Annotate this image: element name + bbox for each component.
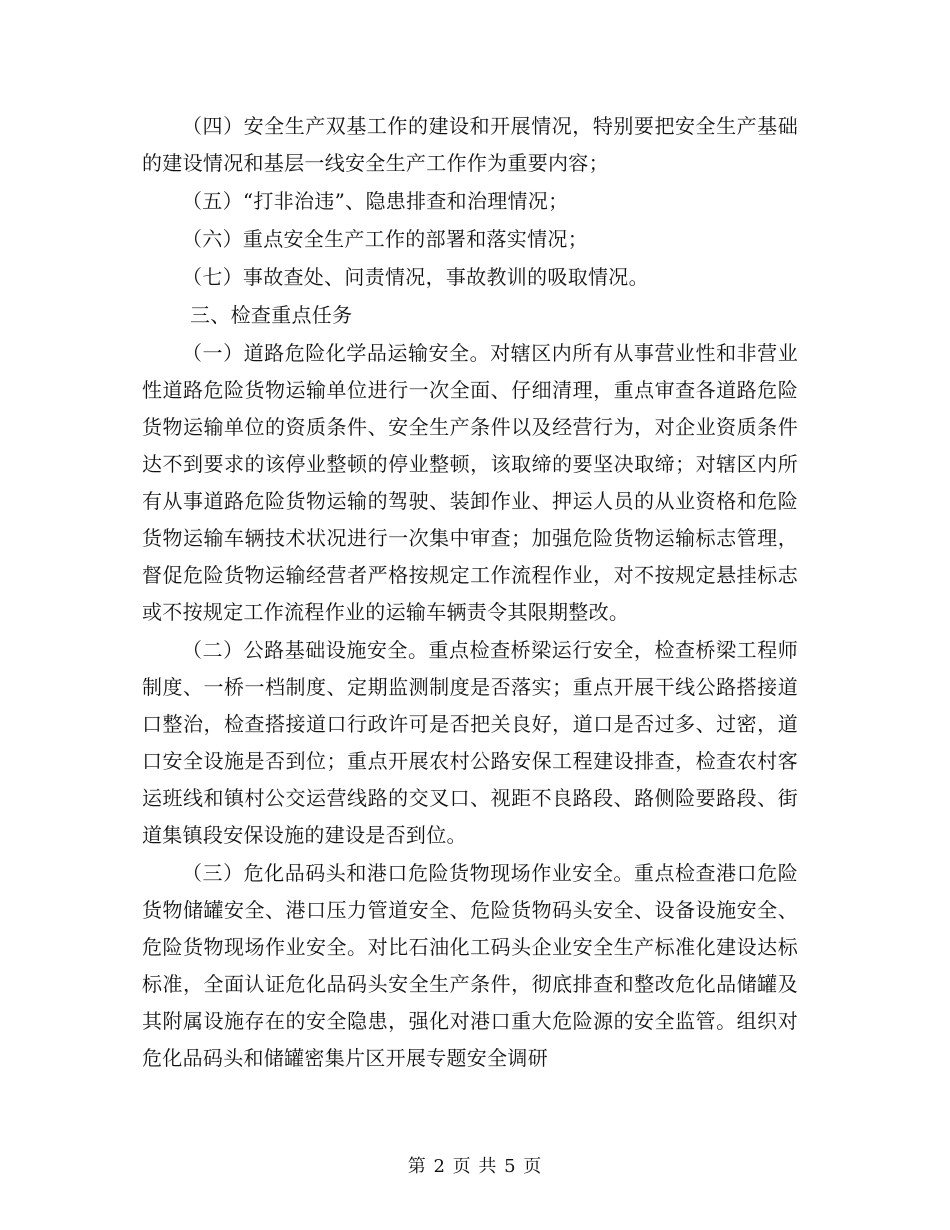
document-body — [142, 108, 798, 1078]
paragraph-item-5: （五）“打非治违”、隐患排查和治理情况； — [182, 189, 569, 213]
task-paragraph-2: （二）公路基础设施安全。重点检查桥梁运行安全，检查桥梁工程师制度、一桥一档制度、定期监测制度是否落实；重点开展干线公路搭接道口整治，检查搭接道口行政许可是否把关良好，道口是否过多、过密，道口安全设施是否到位；重点开展农村公路安保工程建设排查，检查农村客运班线和镇村公交运营线路的交叉口、视距不良路段、路侧险要路段、街道集镇段安保设施的建设是否到位。 — [142, 638, 798, 847]
task-paragraph-3: （三）危化品码头和港口危险货物现场作业安全。重点检查港口危险货物储罐安全、港口压力管道安全、危险货物码头安全、设备设施安全、危险货物现场作业安全。对比石油化工码头企业安全生产标准化建设达标标准，全面认证危化品码头安全生产条件，彻底排查和整改危化品储罐及其附属设施存在的安全隐患，强化对港口重大危险源的安全监管。组织对危化品码头和储罐密集片区开展专题安全调研 — [142, 861, 798, 1070]
paragraph-item-6: （六）重点安全生产工作的部署和落实情况； — [182, 227, 588, 251]
paragraph-item-4: （四）安全生产双基工作的建设和开展情况，特别要把安全生产基础的建设情况和基层一线安全生产工作作为重要内容； — [142, 114, 798, 175]
task-paragraph-1: （一）道路危险化学品运输安全。对辖区内所有从事营业性和非营业性道路危险货物运输单位进行一次全面、仔细清理，重点审查各道路危险货物运输单位的资质条件、安全生产条件以及经营行为，对企业资质条件达不到要求的该停业整顿的停业整顿，该取缔的要坚决取缔；对辖区内所有从事道路危险货物运输的驾驶、装卸作业、押运人员的从业资格和危险货物运输车辆技术状况进行一次集中审查；加强危险货物运输标志管理，督促危险货物运输经营者严格按规定工作流程作业，对不按规定悬挂标志或不按规定工作流程作业的运输车辆责令其限期整改。 — [142, 341, 798, 624]
paragraph-item-7: （七）事故查处、问责情况，事故教训的吸取情况。 — [182, 265, 649, 289]
section-heading: 三、检查重点任务 — [190, 303, 353, 327]
page-number-footer: 第 2 页 共 5 页 — [407, 1156, 543, 1177]
